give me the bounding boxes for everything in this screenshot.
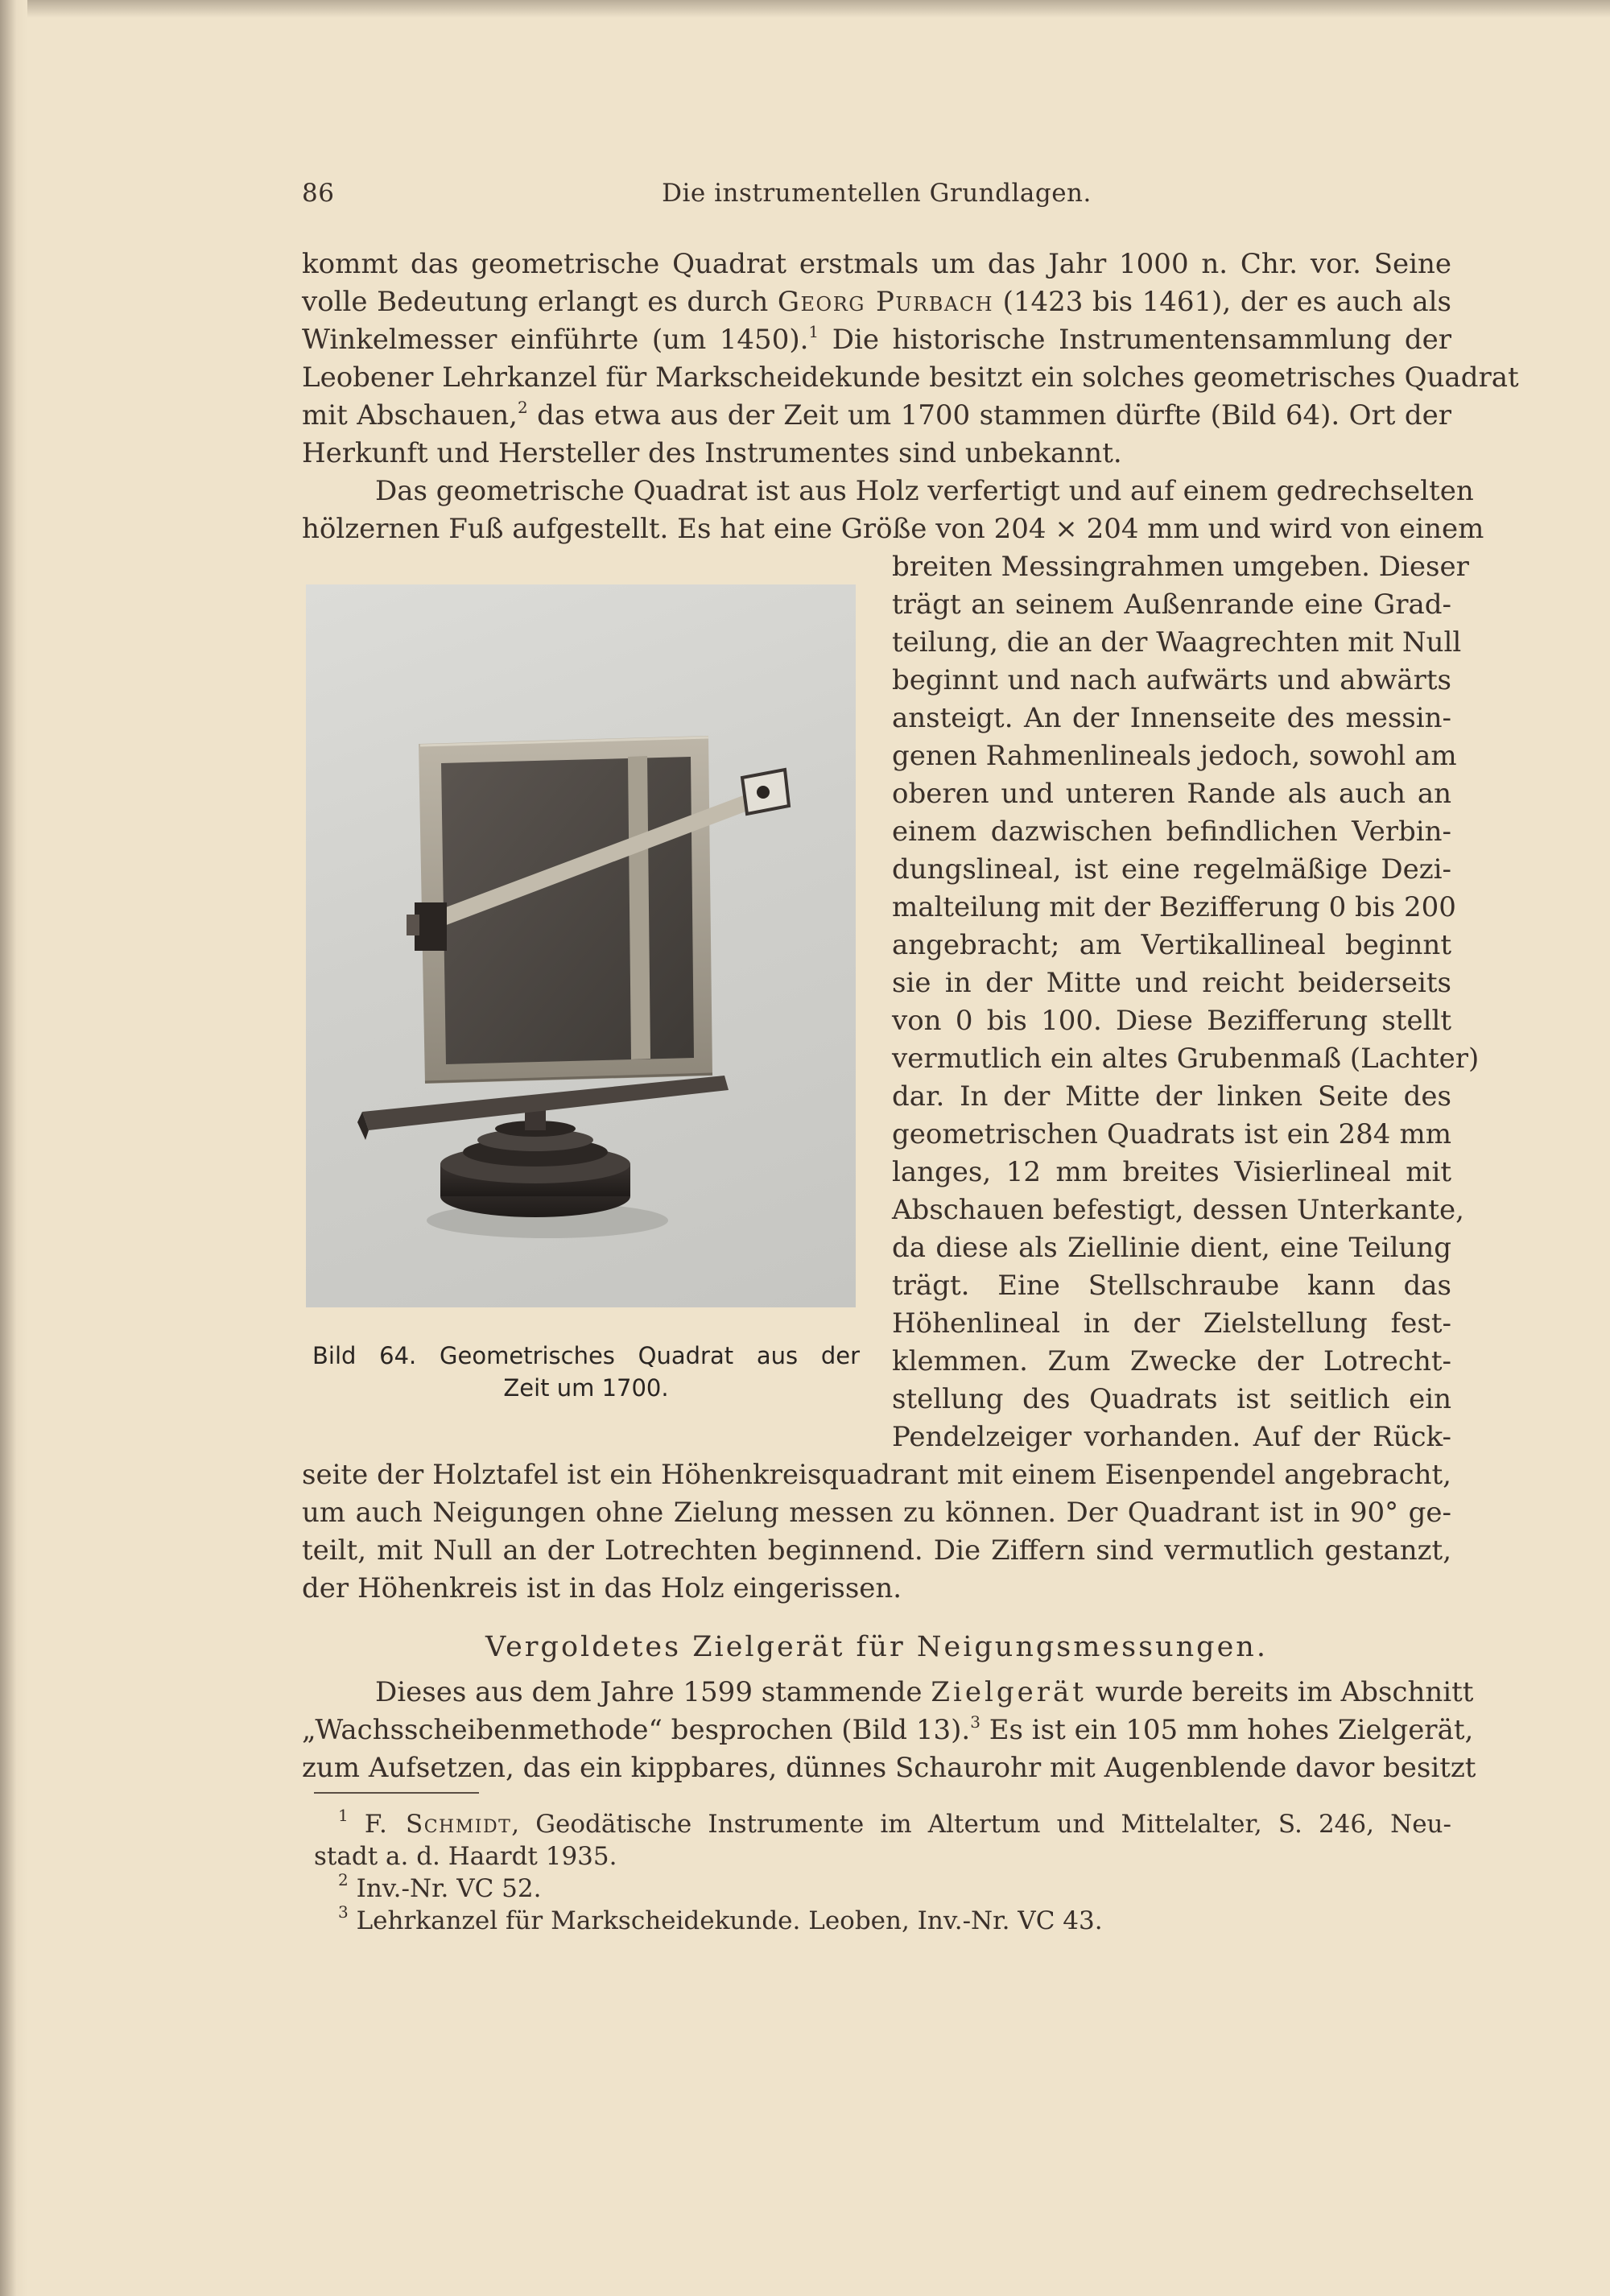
- text-line: stellung des Quadrats ist seitlich ein: [892, 1383, 1451, 1415]
- footnote: $^1$ F. Schmidt, Geodätische Instrumente im Altertum und Mittelalter, S. 246, Neu-: [338, 1806, 1451, 1839]
- text-line: Leobener Lehrkanzel für Markscheidekunde besitzt ein solches geometrisches Quadrat: [302, 361, 1519, 394]
- footnote-mark: 3: [338, 1902, 349, 1922]
- footnote-ref: 3: [970, 1712, 980, 1732]
- page-binding-edge: [0, 0, 27, 2296]
- text-line: Höhenlineal in der Zielstellung fest-: [892, 1307, 1451, 1340]
- footnote-mark: 1: [338, 1806, 349, 1825]
- text-line: um auch Neigungen ohne Zielung messen zu können. Der Quadrant ist in 90° ge-: [302, 1497, 1451, 1529]
- running-title: Die instrumentellen Grundlagen.: [662, 179, 1092, 208]
- text-line: sie in der Mitte und reicht beiderseits: [892, 967, 1451, 999]
- text-line: ansteigt. An der Innenseite des messin-: [892, 702, 1451, 734]
- text-line: mit Abschauen,$^2$ das etwa aus der Zeit um 1700 stammen dürfte (Bild 64). Ort der: [302, 398, 1451, 432]
- page-number: 86: [302, 179, 335, 208]
- text-line: klemmen. Zum Zwecke der Lotrecht-: [892, 1345, 1451, 1377]
- text-line: dungslineal, ist eine regelmäßige Dezi-: [892, 853, 1451, 886]
- text-line: einem dazwischen befindlichen Verbin-: [892, 816, 1451, 848]
- figure-photo: [306, 584, 856, 1307]
- text-line: hölzernen Fuß aufgestellt. Es hat eine Größe von 204 × 204 mm und wird von einem: [302, 513, 1484, 545]
- section-heading: Vergoldetes Zielgerät für Neigungsmessungen.: [485, 1631, 1268, 1663]
- text-line: Herkunft und Hersteller des Instrumentes sind unbekannt.: [302, 437, 1122, 469]
- text-line: „Wachsscheibenmethode“ besprochen (Bild 13).$^3$ Es ist ein 105 mm hohes Zielgerät,: [302, 1712, 1474, 1746]
- footnote: $^2$ Inv.-Nr. VC 52.: [338, 1870, 542, 1903]
- text-line: vermutlich ein altes Grubenmaß (Lachter): [892, 1043, 1480, 1075]
- text-line: trägt. Eine Stellschraube kann das: [892, 1270, 1451, 1302]
- text-line: seite der Holztafel ist ein Höhenkreisquadrant mit einem Eisenpendel angebracht,: [302, 1459, 1451, 1491]
- text-line: Pendelzeiger vorhanden. Auf der Rück-: [892, 1421, 1451, 1453]
- text-line: volle Bedeutung erlangt es durch Georg Purbach (1423 bis 1461), der es auch als: [302, 286, 1452, 318]
- text-line: malteilung mit der Bezifferung 0 bis 200: [892, 891, 1456, 923]
- caption-line: Zeit um 1700.: [503, 1374, 669, 1402]
- footnote-ref: 1: [808, 322, 819, 341]
- text-line: teilung, die an der Waagrechten mit Null: [892, 626, 1462, 659]
- footnote-ref: 2: [517, 398, 528, 417]
- page-header: [302, 179, 1451, 216]
- text-line: oberen und unteren Rande als auch an: [892, 778, 1451, 810]
- text-line: trägt an seinem Außenrande eine Grad-: [892, 588, 1451, 621]
- text-line: beginnt und nach aufwärts und abwärts: [892, 664, 1451, 696]
- author-name: Georg Purbach: [777, 286, 993, 318]
- text-line: der Höhenkreis ist in das Holz eingerissen.: [302, 1572, 902, 1604]
- geometric-square-illustration: [306, 584, 856, 1307]
- footnote-continuation: stadt a. d. Haardt 1935.: [314, 1842, 617, 1871]
- spaced-term: Zielgerät: [931, 1676, 1087, 1708]
- figure-caption: [312, 1340, 860, 1404]
- text-line: zum Aufsetzen, das ein kippbares, dünnes Schaurohr mit Augenblende davor besitzt: [302, 1752, 1476, 1784]
- text-line: genen Rahmenlineals jedoch, sowohl am: [892, 740, 1457, 772]
- text-line: da diese als Ziellinie dient, eine Teilung: [892, 1232, 1451, 1264]
- footnote-mark: 2: [338, 1870, 349, 1889]
- footnote-author: F. Schmidt: [364, 1810, 512, 1839]
- text-line: angebracht; am Vertikallineal beginnt: [892, 929, 1451, 961]
- text-line: Das geometrische Quadrat ist aus Holz verfertigt und auf einem gedrechselten: [375, 475, 1474, 507]
- text-line: geometrischen Quadrats ist ein 284 mm: [892, 1118, 1451, 1150]
- footnote-rule: [314, 1792, 479, 1794]
- caption-line: Bild 64. Geometrisches Quadrat aus der: [312, 1342, 860, 1369]
- text-line: Winkelmesser einführte (um 1450).$^1$ Die historische Instrumentensammlung der: [302, 322, 1451, 356]
- text-line: teilt, mit Null an der Lotrechten beginnend. Die Ziffern sind vermutlich gestanzt,: [302, 1534, 1451, 1567]
- text-line: kommt das geometrische Quadrat erstmals um das Jahr 1000 n. Chr. vor. Seine: [302, 248, 1451, 280]
- footnote: $^3$ Lehrkanzel für Markscheidekunde. Leoben, Inv.-Nr. VC 43.: [338, 1902, 1103, 1935]
- text-line: von 0 bis 100. Diese Bezifferung stellt: [892, 1005, 1451, 1037]
- text-line: Dieses aus dem Jahre 1599 stammende Zielgerät wurde bereits im Abschnitt: [375, 1676, 1474, 1708]
- text-line: langes, 12 mm breites Visierlineal mit: [892, 1156, 1451, 1188]
- text-line: dar. In der Mitte der linken Seite des: [892, 1080, 1451, 1113]
- text-line: Abschauen befestigt, dessen Unterkante,: [892, 1194, 1464, 1226]
- page-top-edge: [0, 0, 1610, 18]
- text-line: breiten Messingrahmen umgeben. Dieser: [892, 551, 1469, 583]
